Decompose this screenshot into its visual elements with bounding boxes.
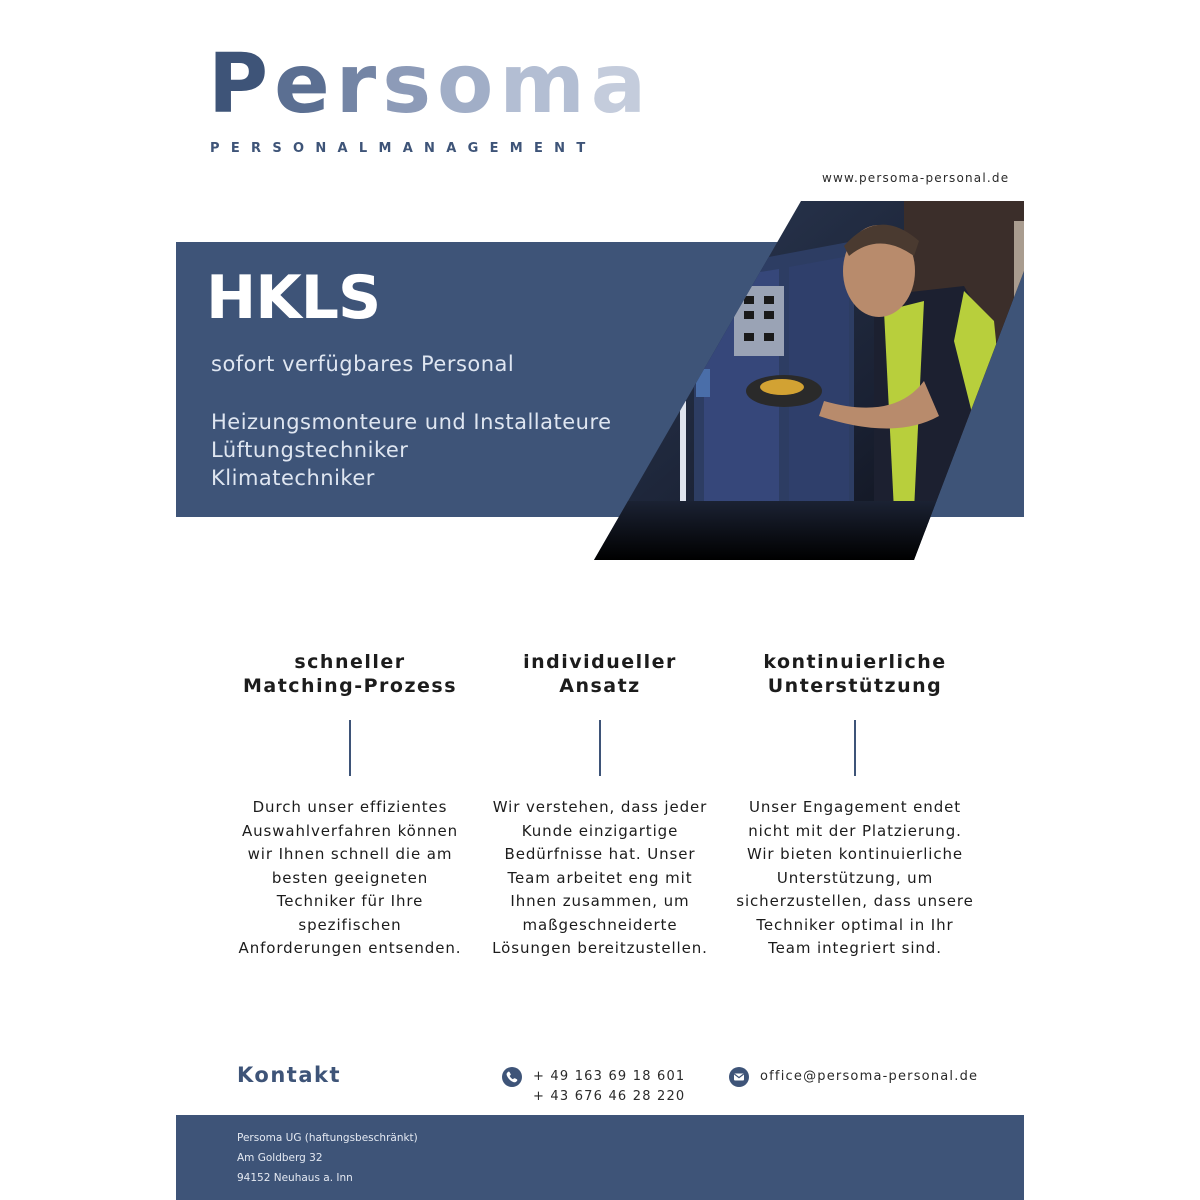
role-item: Heizungsmonteure und Installateure	[211, 410, 612, 434]
company-name: Persoma UG (haftungsbeschränkt)	[237, 1132, 418, 1144]
street-address: Am Goldberg 32	[237, 1152, 323, 1164]
logo-letter: o	[437, 37, 500, 132]
city-address: 94152 Neuhaus a. Inn	[237, 1172, 353, 1184]
feature-column-matching	[220, 650, 480, 961]
feature-title: schneller Matching-Prozess	[242, 651, 458, 697]
feature-column-support	[720, 650, 990, 961]
website-link[interactable]: www.persoma-personal.de	[822, 171, 1010, 185]
feature-text: Unser Engagement endet nicht mit der Platzierung. Wir bieten kontinuierliche Unterstützung, um sicherzustellen, dass unsere Techniker optimal in Ihr Team integriert sind.	[736, 798, 974, 957]
logo-letter: s	[382, 37, 437, 132]
phone-number[interactable]: + 49 163 69 18 601	[533, 1069, 686, 1084]
feature-divider	[599, 720, 601, 776]
phone-numbers	[533, 1067, 685, 1106]
logo-letter: P	[208, 37, 275, 132]
logo-letter: m	[499, 37, 591, 132]
hero-subtitle: sofort verfügbares Personal	[211, 352, 515, 376]
feature-divider	[854, 720, 856, 776]
feature-divider	[349, 720, 351, 776]
email-address[interactable]: office@persoma-personal.de	[760, 1069, 979, 1084]
hero-title: HKLS	[206, 263, 381, 333]
logo-tagline: PERSONALMANAGEMENT	[210, 141, 597, 156]
logo-letter: r	[335, 37, 383, 132]
role-item: Lüftungstechniker	[211, 438, 409, 462]
logo-wordmark	[208, 37, 653, 132]
feature-column-individual	[470, 650, 730, 961]
hero-roles-list	[211, 408, 612, 492]
logo-letter: e	[274, 37, 336, 132]
feature-text: Durch unser effizientes Auswahlverfahren können wir Ihnen schnell die am besten geeigneten Techniker für Ihre spezifischen Anforderungen entsenden.	[238, 798, 462, 957]
contact-heading: Kontakt	[237, 1063, 341, 1087]
feature-title: kontinuierliche Unterstützung	[763, 651, 947, 697]
role-item: Klimatechniker	[211, 466, 375, 490]
logo-letter: a	[590, 37, 653, 132]
mail-icon	[729, 1067, 749, 1087]
feature-title: individueller Ansatz	[523, 651, 677, 697]
hero-photo-technician	[594, 201, 1024, 560]
phone-number[interactable]: + 43 676 46 28 220	[533, 1088, 686, 1104]
feature-text: Wir verstehen, dass jeder Kunde einzigartige Bedürfnisse hat. Unser Team arbeitet eng mit Ihnen zusammen, um maßgeschneiderte Lösungen bereitzustellen.	[492, 798, 708, 957]
phone-icon	[502, 1067, 522, 1087]
footer-address	[237, 1128, 418, 1188]
